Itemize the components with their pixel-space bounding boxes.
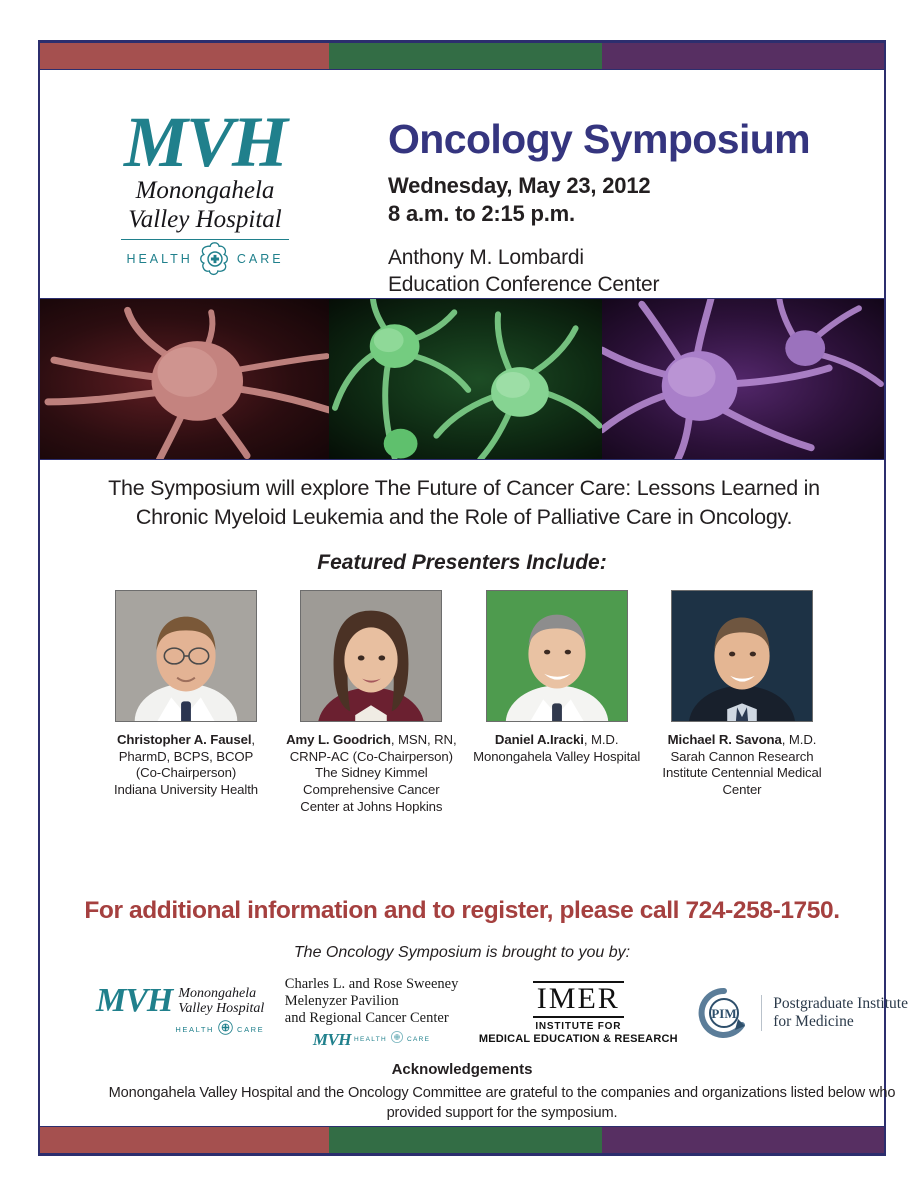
mvh-small-monogram: MVH bbox=[96, 982, 173, 1020]
care-word: CARE bbox=[407, 1036, 431, 1044]
pim-badge-icon bbox=[698, 987, 750, 1039]
pim-line2: for Medicine bbox=[773, 1013, 854, 1030]
event-time: 8 a.m. to 2:15 p.m. bbox=[388, 201, 575, 227]
mvh-small-name bbox=[178, 986, 264, 1017]
featured-presenters-heading: Featured Presenters Include: bbox=[317, 551, 607, 574]
call-to-action: For additional information and to register, please call 724-258-1750. bbox=[84, 897, 840, 924]
pim-lockup bbox=[698, 987, 908, 1039]
presenter-photo bbox=[486, 590, 628, 722]
mvh-small-logo bbox=[96, 982, 265, 1040]
imer-subtitle-2: MEDICAL EDUCATION & RESEARCH bbox=[478, 1033, 678, 1045]
header bbox=[40, 71, 884, 298]
color-band-red bbox=[40, 43, 329, 69]
mvh-name-line1: Monongahela bbox=[135, 177, 275, 205]
presenter-name: Daniel A.Iracki bbox=[494, 732, 584, 747]
care-word: CARE bbox=[237, 1025, 265, 1035]
page-frame bbox=[38, 40, 908, 1156]
mvh-monogram: MVH bbox=[123, 102, 287, 182]
health-word: HEALTH bbox=[175, 1025, 215, 1035]
sponsor-imer bbox=[479, 981, 678, 1045]
imer-subtitle-1: INSTITUTE FOR bbox=[535, 1021, 622, 1032]
cell-image-red bbox=[40, 299, 329, 459]
presenter-credentials: , M.D. bbox=[583, 732, 619, 747]
sweeney-mvh-lockup bbox=[313, 1030, 430, 1050]
presenter-credentials: , MSN, RN, CRNP-AC (Co-Chairperson) bbox=[289, 732, 457, 764]
presenter-card bbox=[471, 590, 643, 815]
presenter-affiliation: The Sidney Kimmel Comprehensive Cancer Center at Johns Hopkins bbox=[300, 765, 443, 814]
mvh-small-row bbox=[96, 982, 265, 1020]
mvh-small-name-line1: Monongahela bbox=[178, 986, 257, 1002]
sweeney-line3: and Regional Cancer Center bbox=[284, 1009, 449, 1026]
presenter-affiliation: Sarah Cannon Research Institute Centennial Medical Center bbox=[662, 748, 822, 797]
mvh-quatrefoil-icon bbox=[390, 1030, 404, 1049]
bottom-color-bar bbox=[40, 1126, 884, 1154]
color-band-purple bbox=[602, 43, 884, 69]
page-title: Oncology Symposium bbox=[388, 116, 811, 162]
mvh-hospital-name bbox=[128, 177, 281, 234]
presenter-name: Christopher A. Fausel bbox=[116, 732, 252, 747]
presenter-credentials: , M.D. bbox=[781, 732, 817, 747]
mvh-logo bbox=[40, 71, 370, 276]
brought-to-you-by: The Oncology Symposium is brought to you by: bbox=[293, 944, 631, 961]
sponsor-sweeney-pavilion bbox=[285, 976, 459, 1050]
care-word: CARE bbox=[236, 252, 284, 267]
health-word: HEALTH bbox=[354, 1036, 387, 1044]
pim-line1: Postgraduate Institute bbox=[773, 994, 908, 1012]
presenter-name: Michael R. Savona bbox=[667, 732, 782, 747]
presenter-name: Amy L. Goodrich bbox=[286, 732, 391, 747]
sponsor-logos bbox=[96, 974, 908, 1052]
cell-image-purple bbox=[602, 299, 884, 459]
sponsor-mvh bbox=[96, 982, 265, 1040]
presenter-credentials: , PharmD, BCPS, BCOP bbox=[118, 732, 255, 764]
cell-image-green bbox=[329, 299, 602, 459]
symposium-description: The Symposium will explore The Future of Cancer Care: Lessons Learned in Chronic Myeloid Leukemia and the Role of Palliative Care in Oncology. bbox=[108, 476, 820, 529]
mvh-divider bbox=[121, 239, 289, 240]
sweeney-line1: Charles L. and Rose Sweeney bbox=[284, 976, 459, 993]
presenter-photo bbox=[300, 590, 442, 722]
mvh-quatrefoil-icon bbox=[198, 242, 232, 276]
presenter-affiliation: Indiana University Health bbox=[113, 781, 259, 797]
color-band-red bbox=[40, 1127, 329, 1153]
event-venue bbox=[388, 245, 810, 298]
header-text-block bbox=[370, 71, 810, 299]
presenter-caption bbox=[100, 732, 272, 799]
pim-name bbox=[761, 995, 908, 1032]
mvh-quatrefoil-icon bbox=[217, 1019, 234, 1041]
mvh-small-name-line2: Valley Hospital bbox=[178, 1001, 265, 1017]
acknowledgements-body: Monongahela Valley Hospital and the Oncology Committee are grateful to the companies and organizations listed below who provided support for the symposium. bbox=[108, 1085, 896, 1122]
presenter-caption bbox=[285, 732, 457, 815]
mvh-name-line2: Valley Hospital bbox=[128, 205, 282, 233]
presenter-card bbox=[285, 590, 457, 815]
presenter-photo bbox=[115, 590, 257, 722]
health-word: HEALTH bbox=[126, 252, 193, 267]
mvh-small-monogram: MVH bbox=[312, 1029, 352, 1049]
color-band-purple bbox=[602, 1127, 884, 1153]
presenter-caption bbox=[656, 732, 828, 799]
sponsor-pim bbox=[698, 987, 908, 1039]
presenters-list bbox=[100, 590, 828, 815]
event-date: Wednesday, May 23, 2012 bbox=[388, 173, 651, 198]
acknowledgements-title: Acknowledgements bbox=[391, 1061, 533, 1078]
presenter-card bbox=[656, 590, 828, 815]
venue-line2: Education Conference Center bbox=[388, 272, 660, 296]
presenter-affiliation: Monongahela Valley Hospital bbox=[473, 748, 641, 764]
presenter-role: (Co-Chairperson) bbox=[135, 765, 237, 781]
presenter-photo bbox=[671, 590, 813, 722]
mvh-healthcare-tagline bbox=[126, 242, 283, 276]
sweeney-name bbox=[285, 976, 459, 1027]
color-band-green bbox=[329, 43, 602, 69]
cell-imagery-band bbox=[40, 298, 884, 460]
top-color-bar bbox=[40, 42, 884, 70]
sweeney-line2: Melenyzer Pavilion bbox=[284, 993, 399, 1010]
presenter-caption bbox=[473, 732, 640, 765]
color-band-green bbox=[329, 1127, 602, 1153]
presenter-card bbox=[100, 590, 272, 815]
mvh-small-tagline bbox=[96, 1019, 264, 1041]
svg-text:PIM: PIM bbox=[711, 1006, 737, 1021]
imer-wordmark: IMER bbox=[533, 981, 624, 1018]
venue-line1: Anthony M. Lombardi bbox=[388, 246, 584, 270]
